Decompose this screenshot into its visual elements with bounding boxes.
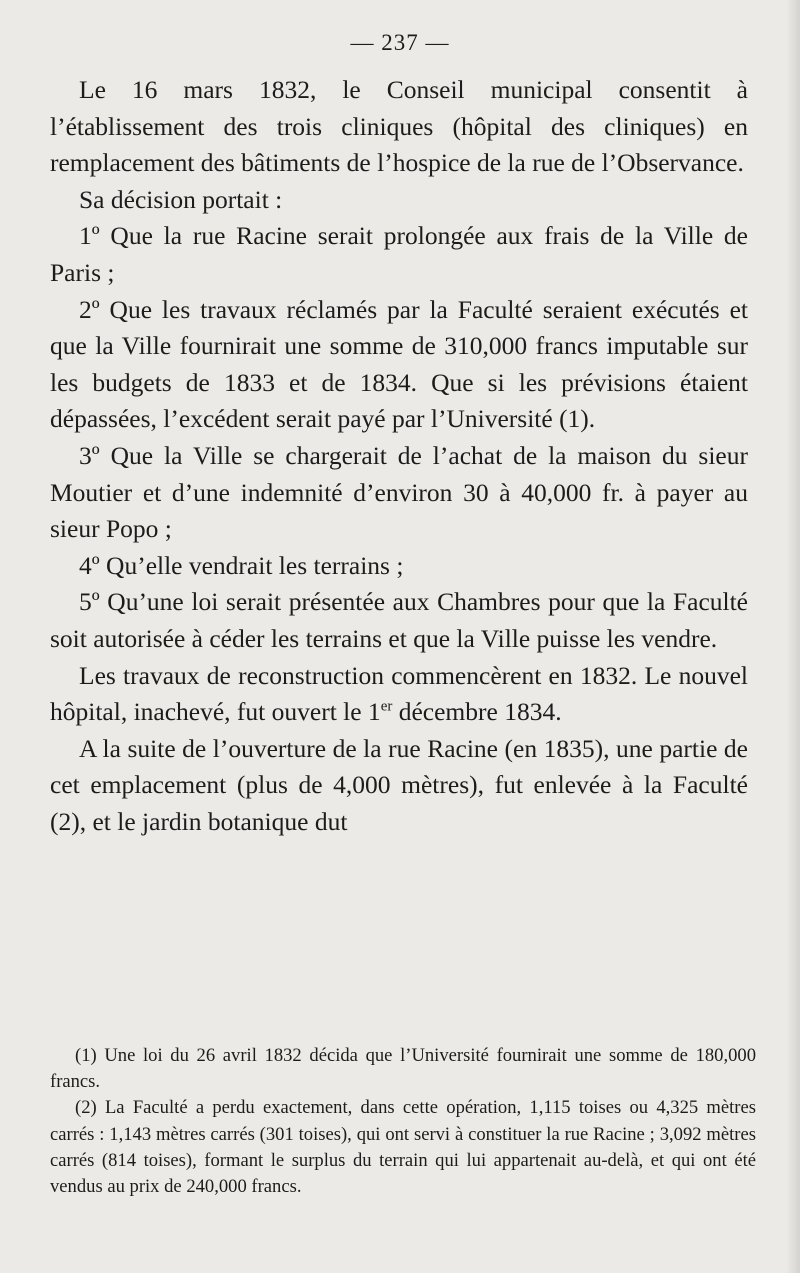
page-number: — 237 — <box>350 30 450 55</box>
paragraph-8-text-before: Les travaux de reconstruction commencèrent en 1832. Le nouvel hôpital, inachevé, fut ouvert le 1 <box>50 660 748 727</box>
paragraph-1: Le 16 mars 1832, le Conseil municipal consentit à l’établissement des trois cliniques (hôpital des cliniques) en remplacement des bâtiments de l’hospice de la rue de l’Observance. <box>50 75 748 178</box>
paragraph-6: 4º Qu’elle vendrait les terrains ; <box>79 550 404 580</box>
paragraph-8-text-after: décembre 1834. <box>392 697 562 727</box>
footnote-1: (1) Une loi du 26 avril 1832 décida que l’Université fournirait une somme de 180,000 francs. <box>50 1045 756 1093</box>
paragraph-5: 3º Que la Ville se chargerait de l’achat de la maison du sieur Moutier et d’une indemnité d’environ 30 à 40,000 fr. à payer au sieur Popo ; <box>50 440 748 544</box>
paragraph-9: A la suite de l’ouverture de la rue Racine (en 1835), une partie de cet emplacement (plus de 4,000 mètres), fut enlevée à la Faculté (2), et le jardin botanique dut <box>50 733 748 836</box>
paragraph-8 <box>50 658 748 731</box>
footnotes <box>50 1043 756 1200</box>
main-text <box>50 72 748 840</box>
footnote-2: (2) La Faculté a perdu exactement, dans cette opération, 1,115 toises ou 4,325 mètres carrés : 1,143 mètres carrés (301 toises), qui ont servi à constituer la rue Racine ; 3,092 mètres carrés (814 toises), formant le surplus du terrain qui lui appartenait au-delà, et qui ont été vendus au prix de 240,000 francs. <box>50 1097 756 1198</box>
ordinal-superscript: er <box>380 698 393 715</box>
paragraph-2: Sa décision portait : <box>79 184 283 214</box>
paragraph-4: 2º Que les travaux réclamés par la Faculté seraient exécutés et que la Ville fournirait une somme de 310,000 francs imputable sur les budgets de 1833 et de 1834. Que si les prévisions étaient dépassées, l’excédent serait payé par l’Université (1). <box>50 294 748 434</box>
paragraph-7: 5º Qu’une loi serait présentée aux Chambres pour que la Faculté soit autorisée à céder les terrains et que la Ville puisse les vendre. <box>50 587 748 653</box>
paragraph-3: 1º Que la rue Racine serait prolongée aux frais de la Ville de Paris ; <box>50 221 748 287</box>
